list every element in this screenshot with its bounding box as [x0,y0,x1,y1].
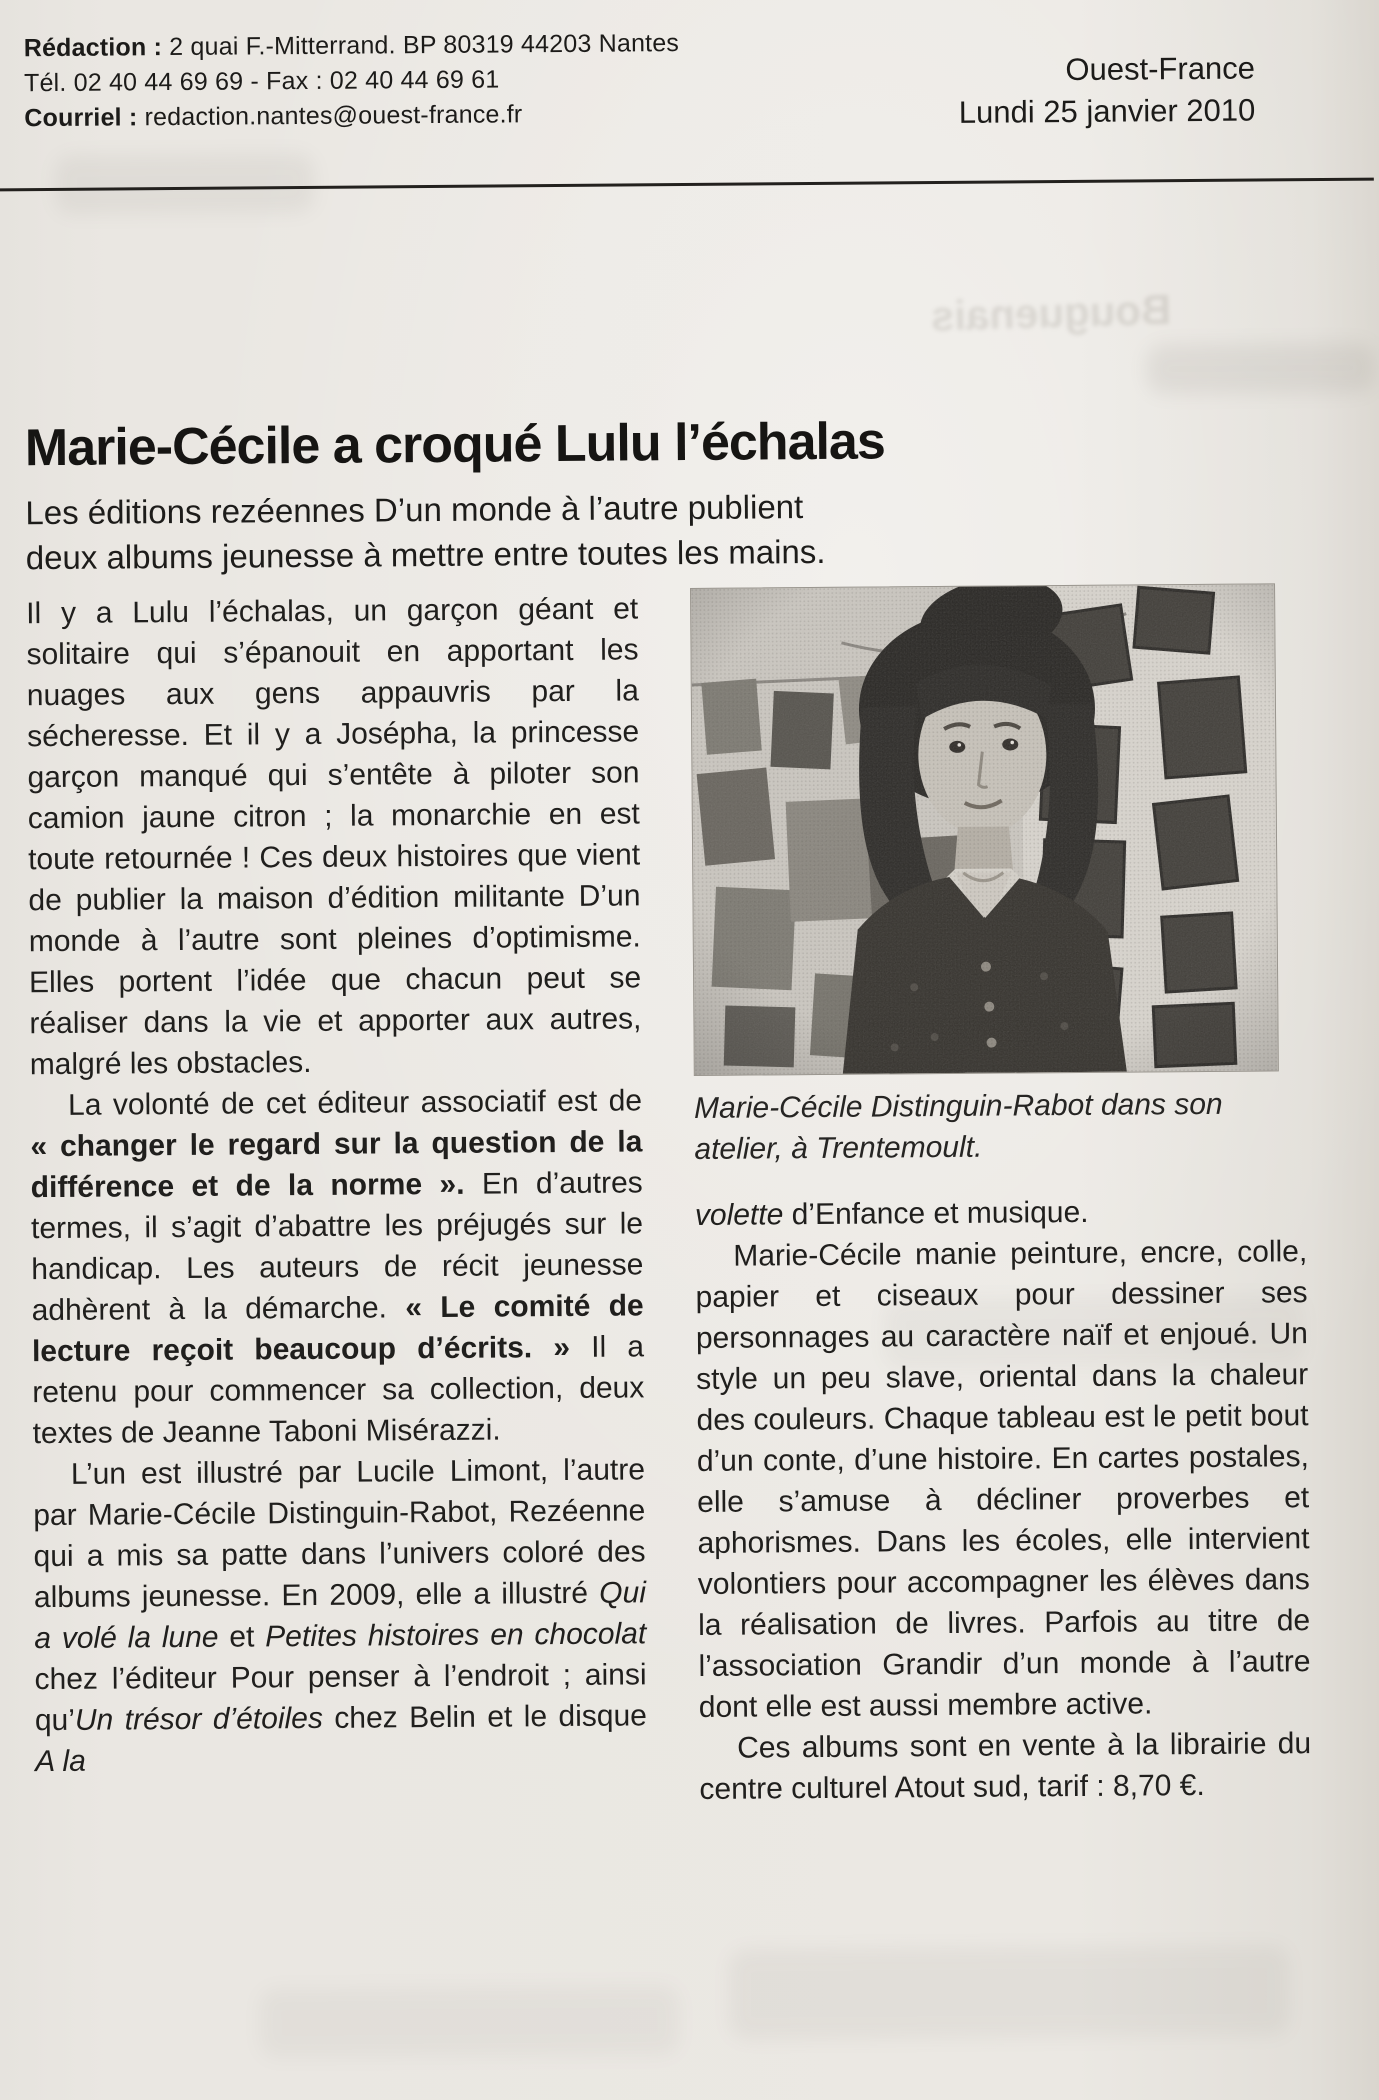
bleed-through-text: Bouguenais [930,285,1172,340]
article-headline: Marie-Cécile a croqué Lulu l’échalas [24,412,885,478]
column-left [26,588,647,1782]
redaction-label: Rédaction : [23,33,163,63]
paper-name: Ouest-France [1065,50,1256,88]
bleed-through-smudge [259,1985,680,2058]
article-photo [690,583,1279,1076]
article-body [26,583,1312,1815]
article-subhead: Les éditions rezéennes D’un monde à l’autre publient deux albums jeunesse à mettre entre toutes les mains. [25,488,826,577]
redaction-line: Rédaction : 2 quai F.-Mitterrand. BP 80319 44203 Nantes [23,29,680,63]
contact-block [24,26,680,136]
paragraph: volette d’Enfance et musique. [694,1195,1089,1232]
bleed-through-smudge [729,1945,1290,2039]
masthead-block [958,48,1255,134]
photo-caption: Marie-Cécile Distinguin-Rabot dans son atelier, à Trentemoult. [693,1087,1223,1166]
bleed-through-smudge [1146,343,1375,395]
courriel-line: Courriel : redaction.nantes@ouest-france.fr [24,100,523,133]
paragraph: Ces albums sont en vente à la librairie du centre culturel Atout sud, tarif : 8,70 €. [699,1727,1312,1806]
article-figure [690,583,1307,1170]
bleed-through-smudge [55,153,315,215]
tel-fax-line: Tél. 02 40 44 69 69 - Fax : 02 40 44 69 61 [23,65,500,98]
paragraph: Il y a Lulu l’échalas, un garçon géant et solitaire qui s’épanouit en apportant les nuages aux gens appauvris par la sécheresse. Et il y a Josépha, la princesse garçon manqué qui s’entête à piloter son camion jaune citron ; la monarchie en est toute retournée ! Ces deux histoires que vient de publier la maison d’édition militante D’un monde à l’autre sont pleines d’optimisme. Elles portent l’idée que chacun peut se réaliser dans la vie et apporter aux autres, malgré les obstacles. [26,592,642,1082]
paragraph: La volonté de cet éditeur associatif est de « changer le regard sur la question de la différence et de la norme ». En d’autres termes, il s’agit d’abattre les préjugés sur le handicap. Les auteurs de récit jeunesse adhèrent à la démarche. « Le comité de lecture reçoit beaucoup d’écrits. » Il a retenu pour commencer sa collection, deux textes de Jeanne Taboni Misérazzi. [30,1084,645,1451]
column-right [690,583,1312,1810]
courriel-label: Courriel : [24,103,138,133]
paragraph: L’un est illustré par Lucile Limont, l’autre par Marie-Cécile Distinguin-Rabot, Rezéenne qui a mis sa patte dans l’univers coloré des albums jeunesse. En 2009, elle a illustré Qui a volé la lune et Petites histoires en chocolat chez l’éditeur Pour penser à l’endroit ; ainsi qu’Un trésor d’étoiles chez Belin et le disque A la [33,1453,648,1779]
issue-date: Lundi 25 janvier 2010 [958,92,1256,130]
paragraph: Marie-Cécile manie peinture, encre, colle, papier et ciseaux pour dessiner ses personnages au caractère naïf et enjoué. Un style un peu slave, oriental dans la chaleur des couleurs. Chaque tableau est le petit bout d’un conte, d’une histoire. En cartes postales, elle s’amuse à décliner proverbes et aphorismes. Dans les écoles, elle intervient volontiers pour accompagner les élèves dans la réalisation de livres. Parfois au titre de l’association Grandir d’un monde à l’autre dont elle est aussi membre active. [695,1235,1311,1724]
halftone-portrait-illustration [691,584,1278,1075]
